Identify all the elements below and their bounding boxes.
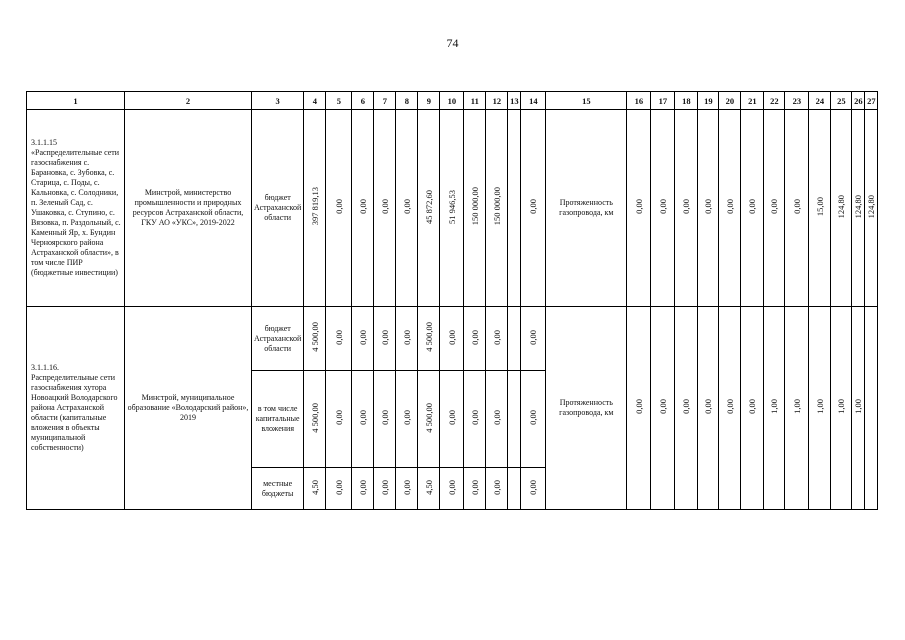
indicator-name: Протяженность газопровода, км: [546, 110, 627, 307]
target-value: 1,00: [836, 399, 847, 414]
funding-value: 0,00: [357, 410, 368, 425]
funding-value-cell: [374, 110, 396, 307]
target-value-cell: [831, 307, 852, 510]
funding-value: 0,00: [333, 410, 344, 425]
funding-source: бюджет Астраханской области: [252, 110, 304, 307]
col-number: 25: [831, 92, 852, 110]
col-number: 26: [852, 92, 865, 110]
funding-value: 0,00: [357, 329, 368, 345]
target-value: 0,00: [703, 199, 714, 214]
target-value: 0,00: [724, 399, 735, 414]
target-value-cell: [719, 307, 741, 510]
funding-value: 4,50: [309, 479, 320, 495]
funding-value-cell: [521, 468, 546, 510]
funding-value: 0,00: [491, 410, 502, 425]
target-value: 124,80: [853, 194, 864, 219]
col-number: 23: [785, 92, 809, 110]
target-value: 0,00: [747, 199, 758, 214]
measure-description: 3.1.1.15 «Распределительные сети газоснабжения с. Барановка, с. Зубовка, с. Старица, с. Поды, с. Кальновка, с. Солодники, п. Зеленый Сад, с. Ушаковка, с. Ступино, с. Вязовка, п. Раздольный, с. Каменный Яр, х. Бундин Черноярского района Астраханской области», в том числе ПИР (бюджетные инвестиции): [27, 110, 125, 307]
target-value: 0,00: [747, 399, 758, 414]
funding-value: 0,00: [333, 329, 344, 345]
target-value-cell: [741, 307, 764, 510]
funding-value-cell: [304, 307, 326, 371]
funding-value-cell: [326, 307, 352, 371]
funding-value: 0,00: [491, 479, 502, 495]
target-value-cell: [627, 110, 651, 307]
funding-value: 0,00: [401, 329, 412, 345]
target-value-cell: [785, 307, 809, 510]
funding-value: 0,00: [379, 199, 390, 214]
funding-value-cell: [521, 371, 546, 468]
funding-value-cell: [396, 307, 418, 371]
col-number: 4: [304, 92, 326, 110]
target-value-cell: [698, 307, 719, 510]
target-value: 0,00: [681, 399, 692, 414]
col-number: 5: [326, 92, 352, 110]
executor-cell: Минстрой, муниципальное образование «Володарский район», 2019: [125, 307, 252, 510]
target-value-cell: [651, 307, 675, 510]
col-number: 24: [809, 92, 831, 110]
funding-value: 51 946,53: [446, 189, 457, 224]
funding-value-cell: [374, 371, 396, 468]
col-number: 1: [27, 92, 125, 110]
funding-value: 0,00: [446, 479, 457, 495]
funding-value: 4 500,00: [309, 402, 320, 433]
table-row: [27, 110, 878, 307]
funding-value-cell: [486, 468, 508, 510]
target-value: 124,80: [866, 194, 877, 219]
funding-value-cell: [440, 371, 464, 468]
funding-value-cell: [486, 307, 508, 371]
target-value: 1,00: [814, 399, 825, 414]
funding-value: 45 872,60: [423, 189, 434, 224]
funding-value-cell: [396, 371, 418, 468]
col-number: 13: [508, 92, 521, 110]
program-table: [26, 91, 878, 510]
funding-value: 0,00: [333, 199, 344, 214]
target-value-cell: [852, 110, 865, 307]
funding-value-cell: [352, 371, 374, 468]
funding-value: 0,00: [379, 479, 390, 495]
target-value-cell: [627, 307, 651, 510]
target-value: 0,00: [769, 199, 780, 214]
funding-value: 0,00: [401, 199, 412, 214]
funding-value-cell: [396, 110, 418, 307]
col-number: 17: [651, 92, 675, 110]
target-value-cell: [719, 110, 741, 307]
funding-value: 0,00: [446, 329, 457, 345]
funding-value: 150 000,00: [491, 187, 502, 226]
funding-value: 0,00: [469, 329, 480, 345]
target-value-cell: [809, 307, 831, 510]
funding-value: 0,00: [357, 479, 368, 495]
target-value: 15,00: [814, 196, 825, 217]
target-value: 0,00: [724, 199, 735, 214]
col-number: 7: [374, 92, 396, 110]
target-value-cell: [831, 110, 852, 307]
target-value-cell: [865, 307, 878, 510]
funding-value-cell: [486, 110, 508, 307]
target-value: 1,00: [769, 399, 780, 414]
target-value: 0,00: [681, 199, 692, 214]
target-value-cell: [865, 110, 878, 307]
col-number: 15: [546, 92, 627, 110]
funding-value-cell: [352, 110, 374, 307]
funding-value-cell: [418, 307, 440, 371]
target-value-cell: [764, 110, 785, 307]
col-number: 2: [125, 92, 252, 110]
target-value-cell: [675, 110, 698, 307]
funding-value: 0,00: [469, 479, 480, 495]
col-number: 20: [719, 92, 741, 110]
funding-value-cell: [464, 110, 486, 307]
target-value: 1,00: [791, 399, 802, 414]
col-number: 10: [440, 92, 464, 110]
funding-source: бюджет Астраханской области: [252, 307, 304, 371]
funding-value: 150 000,00: [469, 187, 480, 226]
funding-value-cell: [326, 371, 352, 468]
funding-value: 0,00: [528, 479, 539, 495]
col-number: 9: [418, 92, 440, 110]
funding-value: 0,00: [379, 329, 390, 345]
funding-value: 0,00: [469, 410, 480, 425]
funding-value-cell: [418, 468, 440, 510]
funding-value-cell: [508, 110, 521, 307]
funding-source: в том числе капитальные вложения: [252, 371, 304, 468]
col-number: 14: [521, 92, 546, 110]
target-value: 0,00: [657, 399, 668, 414]
funding-value-cell: [508, 468, 521, 510]
funding-value: 4 500,00: [423, 402, 434, 433]
target-value: 124,80: [836, 194, 847, 219]
funding-value-cell: [440, 307, 464, 371]
funding-value-cell: [508, 371, 521, 468]
funding-value: 397 819,13: [309, 187, 320, 226]
funding-value-cell: [396, 468, 418, 510]
target-value-cell: [741, 110, 764, 307]
col-number: 11: [464, 92, 486, 110]
funding-value-cell: [304, 371, 326, 468]
funding-value: 0,00: [357, 199, 368, 214]
col-number: 6: [352, 92, 374, 110]
col-number: 16: [627, 92, 651, 110]
funding-value: 4 500,00: [309, 322, 320, 352]
col-number: 12: [486, 92, 508, 110]
funding-value-cell: [440, 110, 464, 307]
target-value: 0,00: [657, 199, 668, 214]
target-value-cell: [809, 110, 831, 307]
funding-value-cell: [464, 468, 486, 510]
funding-source: местные бюджеты: [252, 468, 304, 510]
target-value-cell: [764, 307, 785, 510]
funding-value: 0,00: [528, 410, 539, 425]
target-value-cell: [852, 307, 865, 510]
funding-value-cell: [304, 468, 326, 510]
funding-value-cell: [521, 307, 546, 371]
funding-value: 0,00: [401, 410, 412, 425]
table-row: [27, 307, 878, 371]
funding-value: 4,50: [423, 479, 434, 495]
col-number: 8: [396, 92, 418, 110]
funding-value: 0,00: [333, 479, 344, 495]
col-number: 22: [764, 92, 785, 110]
funding-value: 0,00: [446, 410, 457, 425]
funding-value-cell: [326, 468, 352, 510]
indicator-name: Протяженность газопровода, км: [546, 307, 627, 510]
target-value: 0,00: [791, 199, 802, 214]
col-number: 3: [252, 92, 304, 110]
funding-value: 0,00: [491, 329, 502, 345]
funding-value-cell: [464, 307, 486, 371]
target-value-cell: [651, 110, 675, 307]
target-value-cell: [698, 110, 719, 307]
funding-value-cell: [508, 307, 521, 371]
measure-description: 3.1.1.16. Распределительные сети газоснабжения хутора Новоацкий Володарского района Астраханской области (капитальные вложения в объекты муниципальной собственности): [27, 307, 125, 510]
target-value: 0,00: [703, 399, 714, 414]
funding-value-cell: [326, 110, 352, 307]
col-number: 27: [865, 92, 878, 110]
funding-value: 0,00: [528, 329, 539, 345]
target-value-cell: [785, 110, 809, 307]
funding-value-cell: [486, 371, 508, 468]
funding-value-cell: [440, 468, 464, 510]
page-number: 74: [446, 36, 459, 50]
funding-value-cell: [418, 110, 440, 307]
funding-value-cell: [352, 468, 374, 510]
funding-value: 0,00: [379, 410, 390, 425]
target-value: 0,00: [633, 199, 644, 214]
col-number: 19: [698, 92, 719, 110]
target-value: 0,00: [633, 399, 644, 414]
funding-value: 0,00: [401, 479, 412, 495]
header-row: [27, 92, 878, 110]
executor-cell: Минстрой, министерство промышленности и природных ресурсов Астраханской области, ГКУ АО «УКС», 2019-2022: [125, 110, 252, 307]
funding-value-cell: [521, 110, 546, 307]
funding-value-cell: [418, 371, 440, 468]
target-value: 1,00: [853, 399, 864, 414]
funding-value-cell: [464, 371, 486, 468]
col-number: 21: [741, 92, 764, 110]
funding-value-cell: [304, 110, 326, 307]
target-value-cell: [675, 307, 698, 510]
funding-value-cell: [374, 307, 396, 371]
col-number: 18: [675, 92, 698, 110]
funding-value-cell: [352, 307, 374, 371]
funding-value: 0,00: [528, 199, 539, 214]
funding-value-cell: [374, 468, 396, 510]
funding-value: 4 500,00: [423, 322, 434, 352]
